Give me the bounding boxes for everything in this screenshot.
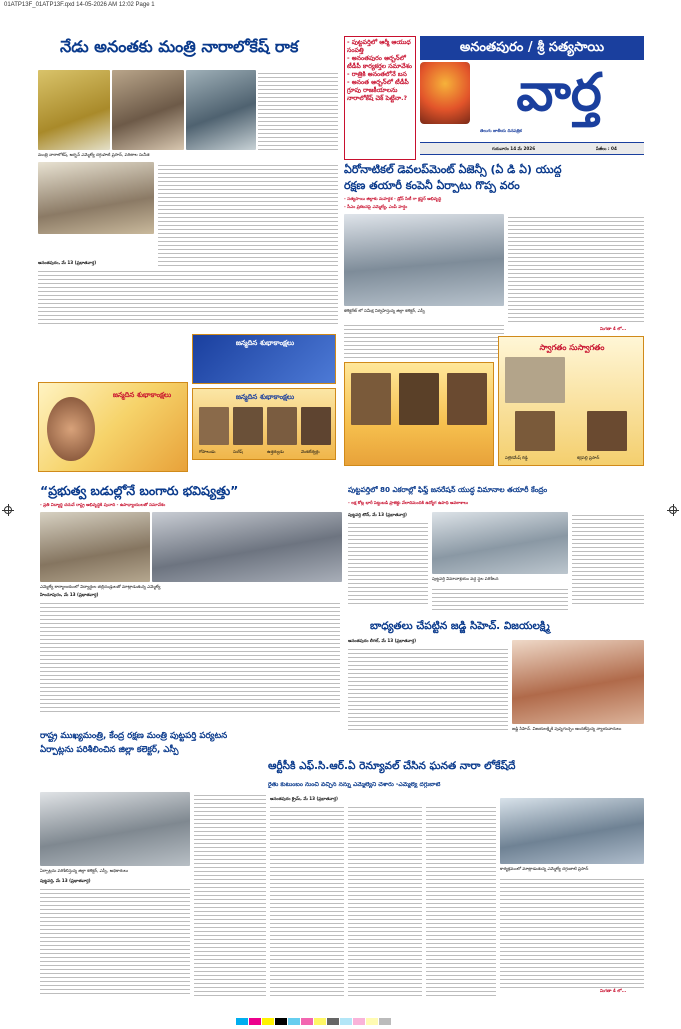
lokesh-photo-meeting [38, 162, 154, 234]
future-photo-2 [152, 512, 342, 582]
ad-greetings-center-top [192, 334, 336, 384]
apsrtc-text-col-2 [348, 804, 422, 996]
judge-photo-caption: జడ్జి సిహెచ్. విజయలక్ష్మికి పుష్పగుచ్ఛం అందజేస్తున్న న్యాయవాదులు [512, 726, 622, 731]
ad-right-portrait-1 [515, 411, 555, 451]
registration-mark-left [4, 506, 12, 514]
ad-greetings-center-title: జన్మదిన శుభాకాంక్షలు [235, 393, 295, 401]
collector-headline-line-2: ఏర్పాట్లను పరిశీలించిన జిల్లా కలెక్టర్, ఎస్పీ [40, 745, 179, 755]
future-photo-caption: ఎమ్మెల్యే కార్యాలయంలో విద్యార్థుల తల్లిదండ్రులతో మాట్లాడుతున్న ఎమ్మెల్యే [40, 584, 161, 589]
collector-text-right [194, 792, 266, 996]
ada-headline-line-2: రక్షణ తయారీ కంపెనీ ఏర్పాటు గొప్ప వరం [344, 179, 520, 192]
test-centre-text-bottom [432, 586, 568, 612]
lokesh-text-col-right [258, 70, 338, 152]
future-text [40, 600, 340, 712]
masthead-date-strip [420, 142, 644, 155]
ad-center-portrait-4 [301, 407, 331, 445]
print-slug: 01ATP13F_01ATP13F.qxd 14-05-2026 AM 12:02 Page 1 [4, 2, 155, 8]
ad-center-name-1: గోపాలుడు [199, 449, 216, 454]
test-centre-dateline: పుట్టపర్తి టౌన్, మే 13 (ప్రభాతవార్త) [348, 512, 407, 517]
ad-welcome-right [498, 336, 644, 466]
apsrtc-text-col-1 [270, 804, 344, 996]
future-photo-1 [40, 512, 150, 582]
apsrtc-dateline: అనంతపురం క్రైమ్, మే 13 (ప్రభాతవార్త) [270, 796, 338, 801]
masthead-pages: పేజీలు : 04 [596, 146, 617, 151]
collector-photo [40, 792, 190, 866]
ad-mid-center [344, 362, 494, 466]
ada-photo-review [344, 214, 504, 306]
ad-birthday-left [38, 382, 188, 472]
test-centre-headline: పుట్టపర్తిలో 80 ఎకరాల్లో ఫిఫ్త్ జనరేషన్ యుద్ధ విమానాల తయారీ కేంద్రం [348, 485, 548, 494]
lokesh-text-mid [158, 162, 338, 266]
ad-greetings-center-top-title: జన్మదిన శుభాకాంక్షలు [235, 339, 295, 347]
ad-center-name-2: సురేష్ [233, 449, 243, 454]
ad-birthday-left-portrait [47, 397, 95, 461]
apsrtc-text-col-3 [426, 804, 496, 996]
collector-text-left [40, 886, 190, 996]
ada-text-right [508, 214, 644, 324]
masthead-region-title: అనంతపురం / శ్రీ సత్యసాయి [459, 40, 605, 55]
test-centre-photo [432, 512, 568, 574]
apsrtc-text-col-4 [500, 876, 644, 988]
lokesh-photo-3 [186, 70, 256, 150]
index-box [344, 36, 416, 160]
ad-center-portrait-2 [233, 407, 263, 445]
ad-center-name-4: వెంకటేశ్వర్లు [301, 449, 320, 454]
ad-mid-portrait-2 [399, 373, 439, 425]
ad-welcome-photo [505, 357, 565, 403]
ada-headline-line-1: ఏరోనాటికల్ డెవలప్‌మెంట్ ఏజెన్సీ (ఏ డి ఏ) యుద్ధ [344, 163, 562, 176]
lokesh-dateline: అనంతపురం, మే 13 (ప్రభాతవార్త) [38, 260, 97, 265]
masthead-tagline: తెలుగు జాతీయ దినపత్రిక [480, 128, 522, 133]
ada-text-below [344, 322, 504, 358]
future-subhead: - ప్రతి విద్యార్థి చదువే రాష్ట్ర అభివృద్ధికి పునాది - ఉపాధ్యాయులతో సమావేశం [40, 502, 166, 507]
lokesh-photo-2 [112, 70, 184, 150]
apsrtc-headline: ఆర్టీసీకి ఎఫ్.సి.ఆర్.ఏ రెన్యూవల్ చేసిన ఘనత నారా లోకేష్‌దే [268, 760, 516, 772]
ad-right-portrait-2 [587, 411, 627, 451]
ada-subhead-1: - సత్యసాయి జిల్లాకు మహర్దశ - డ్రోన్ సిటీ గా క్లస్టర్ అభివృద్ధి [344, 196, 442, 201]
collector-headline-line-1: రాష్ట్ర ముఖ్యమంత్రి, కేంద్ర రక్షణ మంత్రి పుట్టపర్తి పర్యటన [40, 731, 228, 741]
apsrtc-photo [500, 798, 644, 864]
ad-mid-portrait-1 [351, 373, 391, 425]
lokesh-photo-1 [38, 70, 110, 150]
lokesh-headline: నేడు అనంతకు మంత్రి నారాలోకేష్ రాక [60, 37, 299, 56]
apsrtc-subhead: రైతు కుటుంబం నుంచి వచ్చిన నన్ను ఎమ్మెల్యేని చేశారు -ఎమ్మెల్యే దగ్గుబాటి [268, 782, 441, 788]
collector-photo-caption: ఏర్పాట్లను పరిశీలిస్తున్న జిల్లా కలెక్టర్, ఎస్పీ, అధికారులు [40, 868, 129, 873]
masthead-deity-photo [420, 62, 470, 124]
ad-right-name-2: కర్లపల్లి ప్రసాద్ [577, 455, 600, 460]
test-centre-subhead: - లక్ష కోట్ల భారీ పెట్టుబడి ప్రాజెక్టు వేలాదిమందికి ఉద్యోగ ఉపాధి అవకాశాలు [348, 500, 469, 505]
lokesh-text-lower [38, 268, 338, 324]
lokesh-photo-caption: మంత్రి నారాలోకేష్, అర్బన్ ఎమ్మెల్యే దగ్గుపాటి ప్రసాద్, పరిటాల సునీత [38, 152, 150, 157]
apsrtc-photo-caption: కార్యక్రమంలో మాట్లాడుతున్న ఎమ్మెల్యే దగ్గుబాటి ప్రసాద్ [500, 866, 589, 871]
index-item-2: - అనంతపురం అర్బన్‌లో టీడీపీ కార్యకర్తల సమావేశం [347, 55, 413, 70]
ad-center-portrait-3 [267, 407, 297, 445]
registration-mark-right [669, 506, 677, 514]
judge-dateline: అనంతపురం లీగల్, మే 13 (ప్రభాతవార్త) [348, 638, 417, 643]
masthead [420, 36, 644, 140]
collector-dateline: పుట్టపర్తి, మే 13 (ప్రభాతవార్త) [40, 878, 91, 883]
ad-right-name-1: పల్లెరమేష్ రెడ్డి [505, 455, 528, 460]
test-centre-text-left [348, 520, 428, 604]
apsrtc-continued: మిగతా 4 లో... [600, 988, 627, 993]
ada-photo-caption: కలెక్టరేట్ లో సమీక్ష నిర్వహిస్తున్న జిల్లా కలెక్టర్, ఎస్పీ [344, 308, 426, 313]
masthead-brand: వార్త [516, 63, 602, 123]
test-centre-photo-caption: పుట్టపర్తి విమానాశ్రయం వద్ద స్థల పరిశీలన [432, 576, 499, 581]
future-headline: “ప్రభుత్వ బడుల్లోనే బంగారు భవిష్యత్తు” [40, 483, 239, 498]
future-dateline: హిందూపురం, మే 13 (ప్రభాతవార్త) [40, 592, 99, 597]
colour-calibration-bar [236, 1010, 456, 1018]
ad-center-portrait-1 [199, 407, 229, 445]
test-centre-text-right [572, 512, 644, 604]
masthead-title-bar [420, 36, 644, 60]
ad-mid-portrait-3 [447, 373, 487, 425]
judge-headline: బాధ్యతలు చేపట్టిన జడ్జి సిహెచ్. విజయలక్ష్మి [370, 620, 550, 632]
index-item-3: - రాత్రికి అనంతలోనే బస [347, 71, 407, 78]
judge-text [348, 646, 508, 732]
ad-welcome-right-title: స్వాగతం సుస్వాగతం [539, 343, 605, 352]
ad-center-name-3: ఉత్తర్వుడు [267, 449, 284, 454]
index-item-4: - అనంత అర్బన్‌లో టీడీపీ గ్రూపు రాజకీయాలను నారాలోకేష్ చెక్ పెట్టేనా.? [347, 79, 409, 102]
ad-greetings-center [192, 388, 336, 460]
masthead-date: గురువారం 14 మే 2026 [492, 146, 536, 151]
ad-birthday-left-title: జన్మదిన శుభాకాంక్షలు [112, 391, 172, 399]
judge-photo [512, 640, 644, 724]
ada-continued: మిగతా 4 లో... [600, 326, 627, 331]
ada-subhead-2: - సీఎం ప్రకటనపై ఎమ్మెల్యే, ఎంపీ హర్షం [344, 204, 408, 209]
index-item-1: - పుట్టపర్తిలో ఆర్మీ ఆయుధ సంపత్తి [347, 39, 411, 54]
